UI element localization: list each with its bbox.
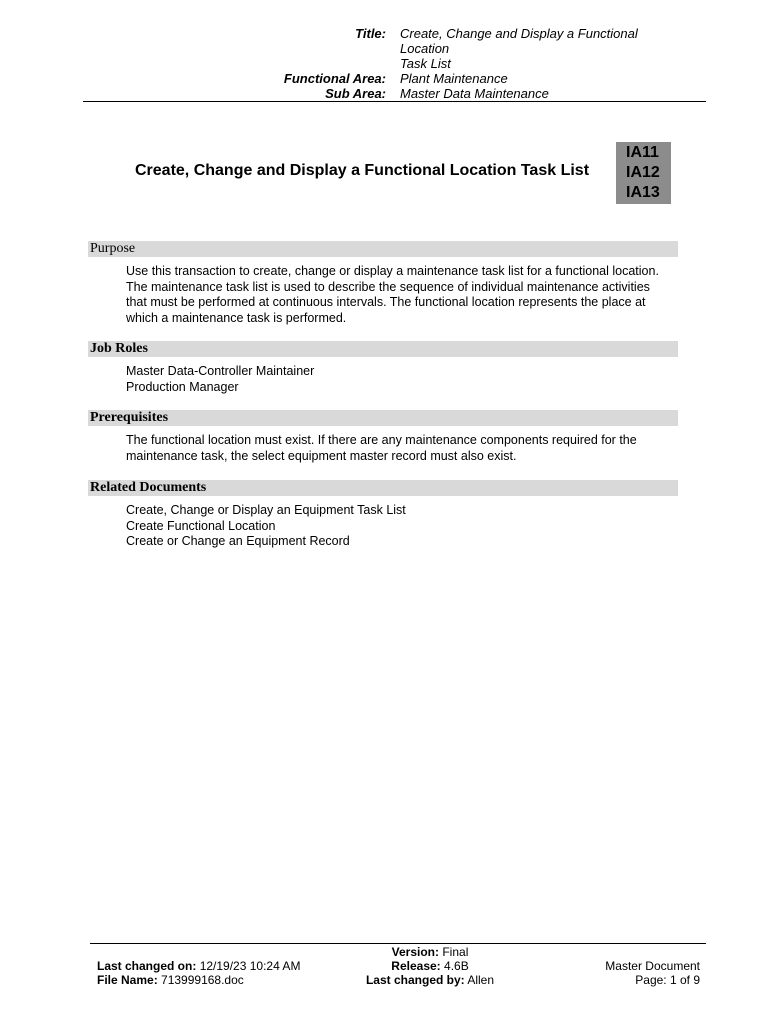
footer-release-value: 4.6B bbox=[444, 959, 469, 973]
footer-file-label: File Name: bbox=[97, 973, 158, 987]
header-divider bbox=[83, 101, 706, 102]
footer-changed-by-value: Allen bbox=[467, 973, 495, 987]
transaction-codes-box bbox=[616, 142, 671, 204]
header-subarea-value: Master Data Maintenance bbox=[400, 86, 549, 101]
related-document-item: Create or Change an Equipment Record bbox=[126, 534, 350, 548]
footer-master-document: Master Document bbox=[605, 959, 700, 973]
title-block bbox=[0, 142, 768, 204]
header-subarea-row bbox=[0, 86, 768, 101]
section-heading-prerequisites: Prerequisites bbox=[88, 410, 678, 426]
section-heading-job-roles: Job Roles bbox=[88, 341, 678, 357]
section-body-job-roles bbox=[126, 364, 678, 395]
body-line: which a maintenance task is performed. bbox=[126, 310, 347, 325]
body-line: Master Data-Controller Maintainer bbox=[126, 364, 315, 378]
body-line: Use this transaction to create, change or display a maintenance task list for a functional location. bbox=[126, 264, 659, 278]
footer-center bbox=[300, 945, 560, 987]
footer-changed-by-label: Last changed by: bbox=[365, 973, 465, 987]
header-area-label: Functional Area: bbox=[283, 71, 386, 86]
body-line: maintenance task, the select equipment master record must also exist. bbox=[126, 448, 517, 463]
body-line: Production Manager bbox=[126, 379, 239, 394]
footer-divider bbox=[90, 943, 706, 944]
section-body-purpose bbox=[126, 264, 678, 326]
footer-changed-on-value: 12/19/23 10:24 AM bbox=[199, 959, 301, 973]
transaction-code: IA11 bbox=[626, 144, 659, 161]
section-purpose bbox=[88, 241, 678, 326]
footer-file-value: 713999168.doc bbox=[161, 973, 244, 987]
section-job-roles bbox=[88, 341, 678, 395]
section-related-documents bbox=[88, 480, 678, 550]
footer-version-value: Final bbox=[442, 945, 469, 959]
footer-right bbox=[605, 959, 700, 987]
header-title-value-line: Create, Change and Display a Functional Location bbox=[400, 26, 638, 56]
header-area-value: Plant Maintenance bbox=[400, 71, 508, 86]
section-body-prerequisites bbox=[126, 433, 678, 464]
body-line: The functional location must exist. If there are any maintenance components required for the bbox=[126, 433, 637, 447]
document-title: Create, Change and Display a Functional Location Task List bbox=[135, 162, 590, 179]
section-heading-purpose: Purpose bbox=[88, 241, 678, 257]
header-title-value-line: Task List bbox=[400, 56, 451, 71]
header-title-row bbox=[0, 26, 768, 71]
header-title-value bbox=[400, 26, 690, 71]
body-line: The maintenance task list is used to describe the sequence of individual maintenance activities bbox=[126, 279, 650, 294]
footer-page-number: Page: 1 of 9 bbox=[635, 973, 700, 987]
footer-changed-on-label: Last changed on: bbox=[97, 959, 197, 973]
footer-left bbox=[97, 959, 300, 987]
footer-release-label: Release: bbox=[391, 959, 441, 973]
section-prerequisites bbox=[88, 410, 678, 464]
related-document-item: Create Functional Location bbox=[126, 518, 276, 533]
footer-version-label: Version: bbox=[391, 945, 439, 959]
related-document-item: Create, Change or Display an Equipment Task List bbox=[126, 503, 406, 517]
transaction-code: IA12 bbox=[626, 164, 660, 181]
section-body-related-documents bbox=[126, 503, 678, 550]
transaction-code: IA13 bbox=[626, 184, 660, 201]
header-title-label: Title: bbox=[355, 26, 386, 41]
header-subarea-label: Sub Area: bbox=[325, 86, 386, 101]
body-line: that must be performed at continuous intervals. The functional location represents the place at bbox=[126, 295, 646, 309]
header-area-row bbox=[0, 71, 768, 86]
section-heading-related-documents: Related Documents bbox=[88, 480, 678, 496]
document-header bbox=[0, 26, 768, 101]
